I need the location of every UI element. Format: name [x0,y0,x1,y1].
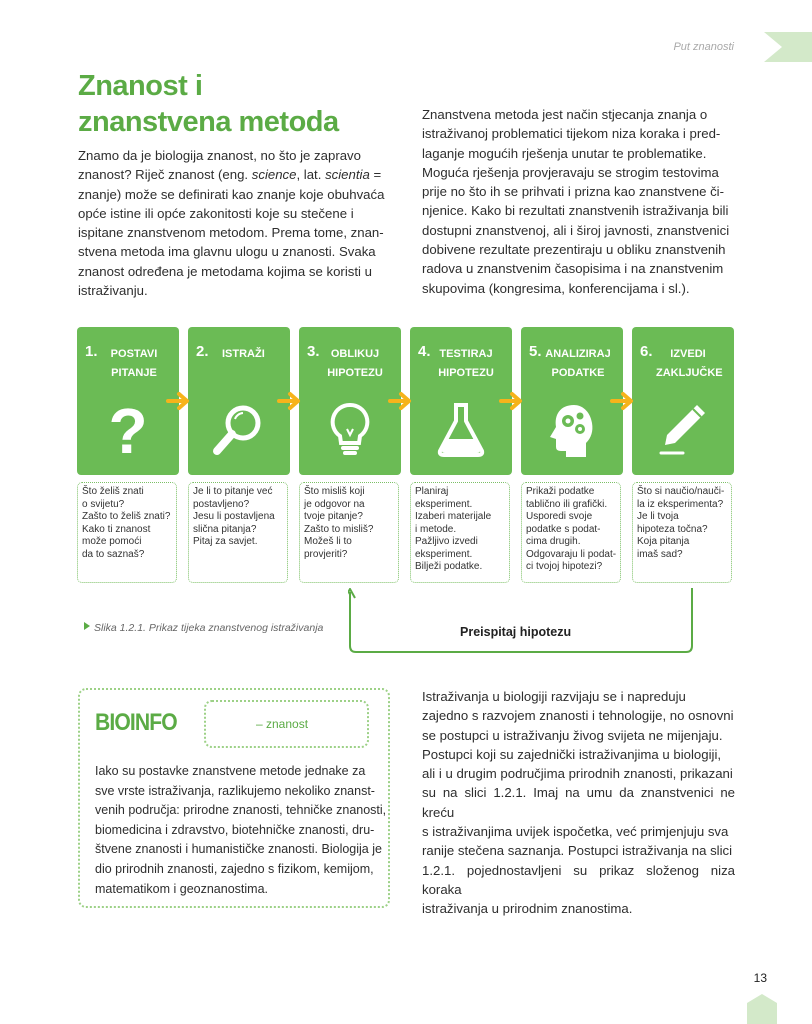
note-line: je odgovor na [304,498,365,510]
feedback-label: Preispitaj hipotezu [460,625,572,639]
method-line: radova u znanstvenim časopisima i na znanstvenim [422,261,724,277]
step-4-note [410,482,510,583]
bioinfo-term: – znanost [256,717,309,731]
note-line: Jesu li postavljena [193,511,275,522]
step-label: ANALIZIRAJ PODATKE [545,348,611,379]
bioinfo-line: sve vrste istraživanja, razlikujemo nekoliko znanst- [95,783,375,798]
arrow-right-icon [277,391,303,411]
note-line: o svijetu? [82,498,125,510]
note-line: Izaberi materijale [415,511,492,522]
note-line: Prikaži podatke [526,486,595,497]
note-line: tvoje pitanje? [304,511,363,522]
note-line: Pažljivo izvedi [415,536,478,547]
note-line: Što si naučio/nauči- [637,486,725,497]
method-line: dobivene rezultate prezentiraju u obliku znanstvenih [422,242,726,258]
note-line: da to saznaš? [82,548,145,560]
bioinfo-title: BIOINFO [95,709,177,736]
step-label: OBLIKUJ HIPOTEZU [327,348,383,379]
step-6-box [632,327,734,475]
head-gears-icon [521,397,623,461]
bioinfo-line: dio prirodnih znanosti, zajedno s fizikom, kemijom, [95,861,374,876]
latin-term: science [251,167,297,183]
intro-line [78,165,390,184]
intro-line: Znamo da je biologija znanost, no što je zapravo [78,148,361,163]
note-line: Možeš li to [304,536,352,547]
bioinfo-line: biomedicina i zdravstvo, biotehničke znanosti, dru- [95,822,375,837]
note-line: Koja pitanja [637,536,690,547]
note-line: provjeriti? [304,548,348,560]
note-line: Zašto to želiš znati? [82,511,171,522]
note-line: i metode. [415,523,457,535]
method-paragraph [422,105,735,298]
step-number: 3. [307,343,320,360]
note-line: ci tvojoj hipotezi? [526,561,603,572]
method-line: laganje mogućih rješenja unutar te problematike. [422,145,707,161]
research-line: s istraživanjima uvijek ispočetka, već primjenjuju sva [422,824,729,840]
page-number: 13 [753,971,767,985]
bioinfo-line: venih područja: prirodne znanosti, tehničke znanosti, [95,803,387,818]
intro-line: znanje) može se definirati kao znanje koje obuhvaća [78,186,385,202]
bioinfo-line: Iako su postavke znanstvene metode jednake za [95,764,366,778]
note-line: Je li tvoja [637,511,679,522]
step-2-box [188,327,290,475]
bioinfo-text [95,762,387,899]
arrow-right-icon [166,391,192,411]
note-line: Zašto to misliš? [304,523,374,535]
note-line: Planiraj [415,486,449,497]
intro-line: stvena metoda ima glavnu ulogu u znanosti. Svaka [78,244,376,260]
step-5-box [521,327,623,475]
step-number: 2. [196,343,209,360]
intro-line: opće istine ili opće zakonitosti koje su stečene i [78,205,354,221]
bioinfo-line: štvene znanosti i humanističke znanosti. Biologija je [95,842,382,857]
research-line: Postupci koji su zajednički istraživanjima u biologiji, [422,746,722,762]
note-line: podatke s podat- [526,523,601,535]
intro-line: istraživanju. [78,283,148,299]
note-line: Bilježi podatke. [415,561,483,572]
step-label: ISTRAŽI [222,348,265,360]
caption-triangle-icon [84,622,90,630]
step-label: TESTIRAJ HIPOTEZU [438,348,494,379]
figure-caption [84,622,323,634]
research-line: istraživanja u prirodnim znanostima. [422,901,633,917]
arrow-right-icon [610,391,636,411]
research-line: zajedno s razvojem znanosti i tehnologije, no osnovni [422,708,734,724]
intro-line: ispitane znanstvenom metodom. Prema tome, znan- [78,225,384,241]
note-line: Što misliš koji [304,486,365,497]
intro-line-text: znanost? Riječ znanost (eng. science, lat. scientia = [78,167,382,183]
note-line: Usporedi svoje [526,511,593,522]
research-line: su na slici 1.2.1. Imaj na umu da znanstvenici ne kreću [422,785,735,820]
header-tab [764,32,812,62]
bioinfo-term-box [204,700,369,748]
step-4-box [410,327,512,475]
note-line: imaš sad? [637,548,683,560]
note-line: može pomoći [82,536,142,547]
step-5-note [521,482,621,583]
magnifier-icon [188,397,290,461]
step-number: 4. [418,343,431,360]
intro-line: znanost određena je metodama kojima se koristi u [78,263,372,279]
note-line: postavljeno? [193,498,250,510]
step-2-note [188,482,288,583]
page-tab [747,994,777,1024]
method-line: Moguća rješenja provjeravaju se strogim testovima [422,164,719,180]
method-line: prije no što ih se prihvati i prizna kao znanstvene či- [422,184,724,200]
step-number: 1. [85,343,98,360]
note-line: hipoteza točna? [637,523,708,535]
method-line: istraživanoj problematici tijekom niza koraka i pred- [422,126,721,142]
svg-text:?: ? [108,397,148,461]
method-line: Znanstvena metoda jest način stjecanja znanja o [422,107,708,122]
step-label: POSTAVI PITANJE [110,348,158,379]
note-line: slična pitanja? [193,523,257,535]
note-line: la iz eksperimenta? [637,498,724,510]
step-3-box [299,327,401,475]
feedback-loop-arrow [348,588,693,654]
method-line: njenice. Kako bi rezultati znanstvenih istraživanja bili [422,203,729,219]
note-line: Pitaj za savjet. [193,536,258,547]
research-line: se postupci u istraživanju živog svijeta ne mijenjaju. [422,727,723,743]
caption-text: Slika 1.2.1. Prikaz tijeka znanstvenog istraživanja [94,622,324,634]
page-title [78,68,398,140]
step-number: 5. [529,343,542,360]
step-label: IZVEDI ZAKLJUČKE [656,348,723,379]
lightbulb-icon [299,397,401,461]
method-line: skupovima (kongresima, konferencijama i sl.). [422,280,690,296]
note-line: Odgovaraju li podat- [526,548,617,560]
arrow-right-icon [499,391,525,411]
running-header: Put znanosti [673,41,734,53]
note-line: Što želiš znati [82,486,144,497]
flask-icon [410,397,512,461]
research-paragraph [422,687,735,919]
note-line: Je li to pitanje već [193,486,273,497]
question-mark-icon [77,397,179,461]
method-line: dostupni znanstvenoj, ali i široj javnosti, znanstvenici [422,222,730,238]
step-1-box [77,327,179,475]
step-number: 6. [640,343,653,360]
pen-icon [632,397,734,461]
bioinfo-line: matematikom i geoznanostima. [95,881,268,896]
note-line: eksperiment. [415,498,473,510]
research-line: ranije stečena saznanja. Postupci istraživanja na slici [422,843,733,859]
note-line: tablično ili grafički. [526,498,608,510]
note-line: cima drugih. [526,536,581,547]
research-line: Istraživanja u biologiji razvijaju se i napreduju [422,689,686,704]
arrow-right-icon [388,391,414,411]
step-6-note [632,482,732,583]
note-line: Kako ti znanost [82,523,151,535]
research-line: 1.2.1. pojednostavljeni su prikaz složenog niza koraka [422,862,735,897]
step-1-note [77,482,177,583]
step-3-note [299,482,399,583]
research-line: ali i u drugim područjima prirodnih znanosti, prikazani [422,766,733,782]
note-line: eksperiment. [415,548,473,560]
title-line-2: znanstvena metoda [78,106,339,138]
title-line-1: Znanost i [78,70,203,102]
latin-term: scientia [325,167,370,183]
intro-paragraph [78,146,390,300]
